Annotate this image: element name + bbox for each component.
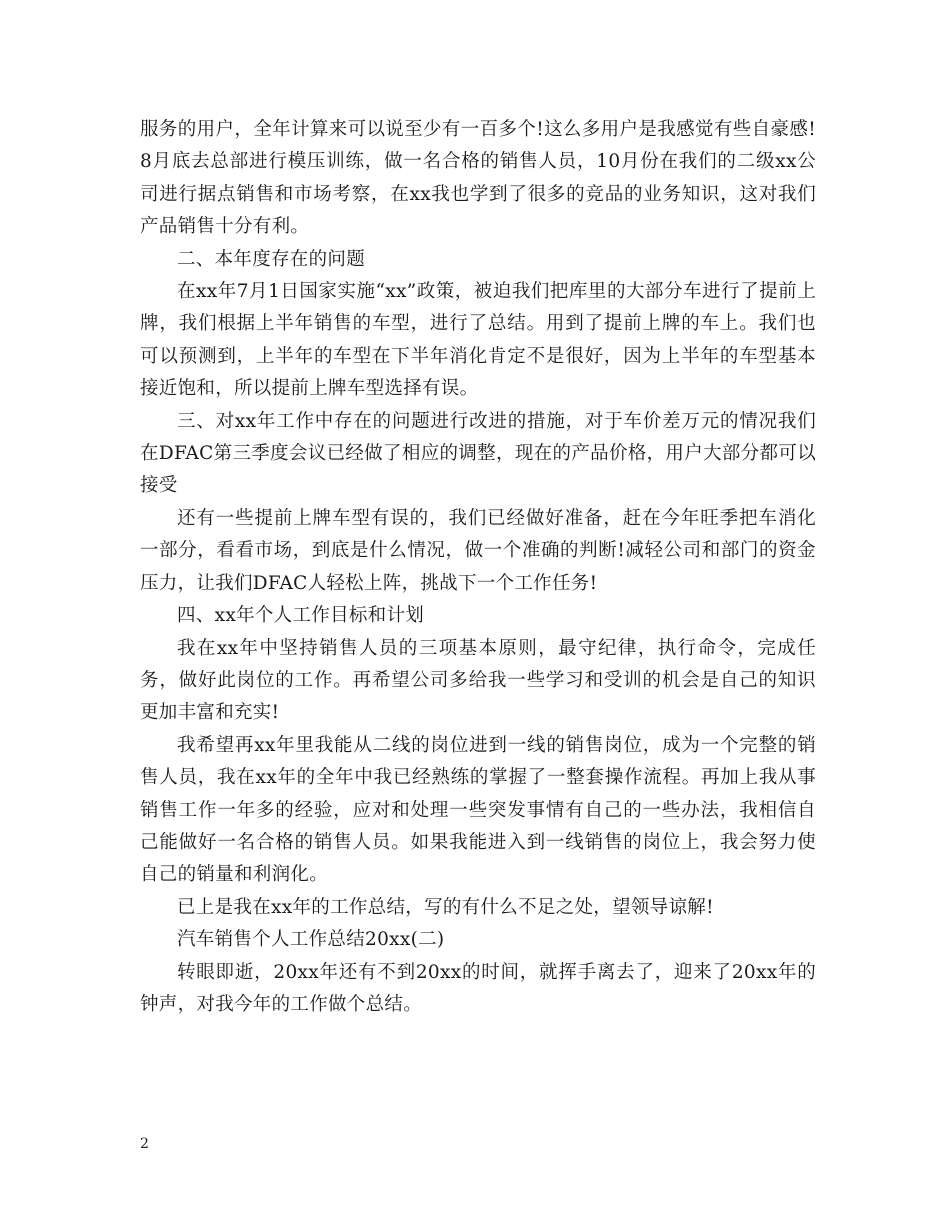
paragraph-7: 我在xx年中坚持销售人员的三项基本原则，最守纪律，执行命令，完成任务，做好此岗位的工作。再希望公司多给我一些学习和受训的机会是自己的知识更加丰富和充实! — [140, 637, 816, 724]
paragraph-3: 在xx年7月1日国家实施“xx”政策，被迫我们把库里的大部分车进行了提前上牌，我们根据上半年销售的车型，进行了总结。用到了提前上牌的车上。我们也可以预测到，上半年的车型在下半年消化肯定不是很好，因为上半年的车型基本接近饱和，所以提前上牌车型选择有误。 — [140, 281, 816, 400]
paragraph-4: 三、对xx年工作中存在的问题进行改进的措施，对于车价差万元的情况我们在DFAC第三季度会议已经做了相应的调整，现在的产品价格，用户大部分都可以接受 — [140, 410, 816, 497]
section-heading-goals: 四、xx年个人工作目标和计划 — [177, 605, 425, 627]
document-body — [140, 114, 816, 1021]
section-heading-summary-two: 汽车销售个人工作总结20xx(二) — [177, 929, 445, 951]
paragraph-11: 转眼即逝，20xx年还有不到20xx的时间，就挥手离去了，迎来了20xx年的钟声，对我今年的工作做个总结。 — [140, 961, 816, 1015]
page-number: 2 — [140, 1136, 149, 1152]
paragraph-5: 还有一些提前上牌车型有误的，我们已经做好准备，赶在今年旺季把车消化一部分，看看市场，到底是什么情况，做一个准确的判断!减轻公司和部门的资金压力，让我们DFAC人轻松上阵，挑战下一个工作任务! — [140, 507, 816, 594]
paragraph-1: 服务的用户，全年计算来可以说至少有一百多个!这么多用户是我感觉有些自豪感!8月底去总部进行模压训练，做一名合格的销售人员，10月份在我们的二级xx公司进行据点销售和市场考察，在xx我也学到了很多的竞品的业务知识，这对我们产品销售十分有利。 — [140, 119, 816, 238]
section-heading-issues: 二、本年度存在的问题 — [177, 248, 366, 270]
paragraph-8: 我希望再xx年里我能从二线的岗位进到一线的销售岗位，成为一个完整的销售人员，我在xx年的全年中我已经熟练的掌握了一整套操作流程。再加上我从事销售工作一年多的经验，应对和处理一些突发事情有自己的一些办法，我相信自己能做好一名合格的销售人员。如果我能进入到一线销售的岗位上，我会努力使自己的销量和利润化。 — [140, 734, 816, 886]
paragraph-9: 已上是我在xx年的工作总结，写的有什么不足之处，望领导谅解! — [177, 896, 714, 918]
